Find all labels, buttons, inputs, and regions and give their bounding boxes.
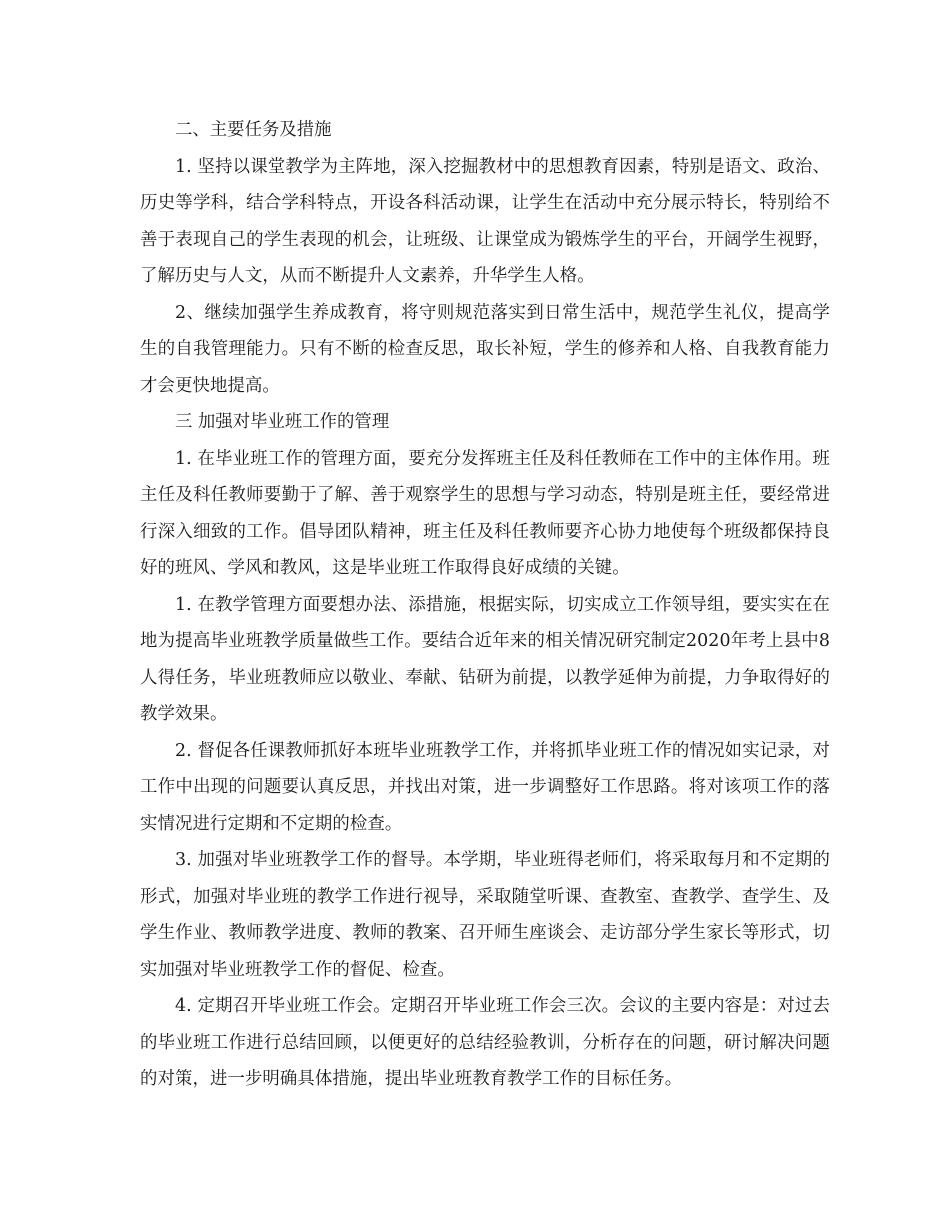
- paragraph: 1. 坚持以课堂教学为主阵地，深入挖掘教材中的思想教育因素，特别是语文、政治、历史等学科，结合学科特点，开设各科活动课，让学生在活动中充分展示特长，特别给不善于表现自己的学生表现的机会，让班级、让课堂成为锻炼学生的平台，开阔学生视野，了解历史与人文，从而不断提升人文素养，升华学生人格。: [140, 156, 830, 286]
- paragraph: 2. 督促各任课教师抓好本班毕业班教学工作，并将抓毕业班工作的情况如实记录，对工作中出现的问题要认真反思，并找出对策，进一步调整好工作思路。将对该项工作的落实情况进行定期和不定期的检查。: [140, 740, 830, 834]
- paragraph: 1. 在教学管理方面要想办法、添措施，根据实际，切实成立工作领导组，要实实在在地为提高毕业班教学质量做些工作。要结合近年来的相关情况研究制定2020年考上县中8人得任务，毕业班教师应以敬业、奉献、钻研为前提，以教学延伸为前提，力争取得好的教学效果。: [140, 594, 830, 724]
- paragraph: 2、继续加强学生养成教育，将守则规范落实到日常生活中，规范学生礼仪，提高学生的自我管理能力。只有不断的检查反思，取长补短，学生的修养和人格、自我教育能力才会更快地提高。: [140, 302, 830, 396]
- section-heading: 二、主要任务及措施: [175, 120, 332, 140]
- paragraph: 4. 定期召开毕业班工作会。定期召开毕业班工作会三次。会议的主要内容是：对过去的毕业班工作进行总结回顾，以便更好的总结经验教训，分析存在的问题，研讨解决问题的对策，进一步明确具体措施，提出毕业班教育教学工作的目标任务。: [140, 996, 830, 1089]
- paragraph: 3. 加强对毕业班教学工作的督导。本学期，毕业班得老师们，将采取每月和不定期的形式，加强对毕业班的教学工作进行视导，采取随堂听课、查教室、查教学、查学生、及学生作业、教师教学进度、教师的教案、召开师生座谈会、走访部分学生家长等形式，切实加强对毕业班教学工作的督促、检查。: [140, 850, 830, 980]
- document-page: [140, 112, 830, 1098]
- section-heading: 三 加强对毕业班工作的管理: [175, 412, 390, 432]
- paragraph: 1. 在毕业班工作的管理方面，要充分发挥班主任及科任教师在工作中的主体作用。班主任及科任教师要勤于了解、善于观察学生的思想与学习动态，特别是班主任，要经常进行深入细致的工作。倡导团队精神，班主任及科任教师要齐心协力地使每个班级都保持良好的班风、学风和教风，这是毕业班工作取得良好成绩的关键。: [140, 448, 830, 578]
